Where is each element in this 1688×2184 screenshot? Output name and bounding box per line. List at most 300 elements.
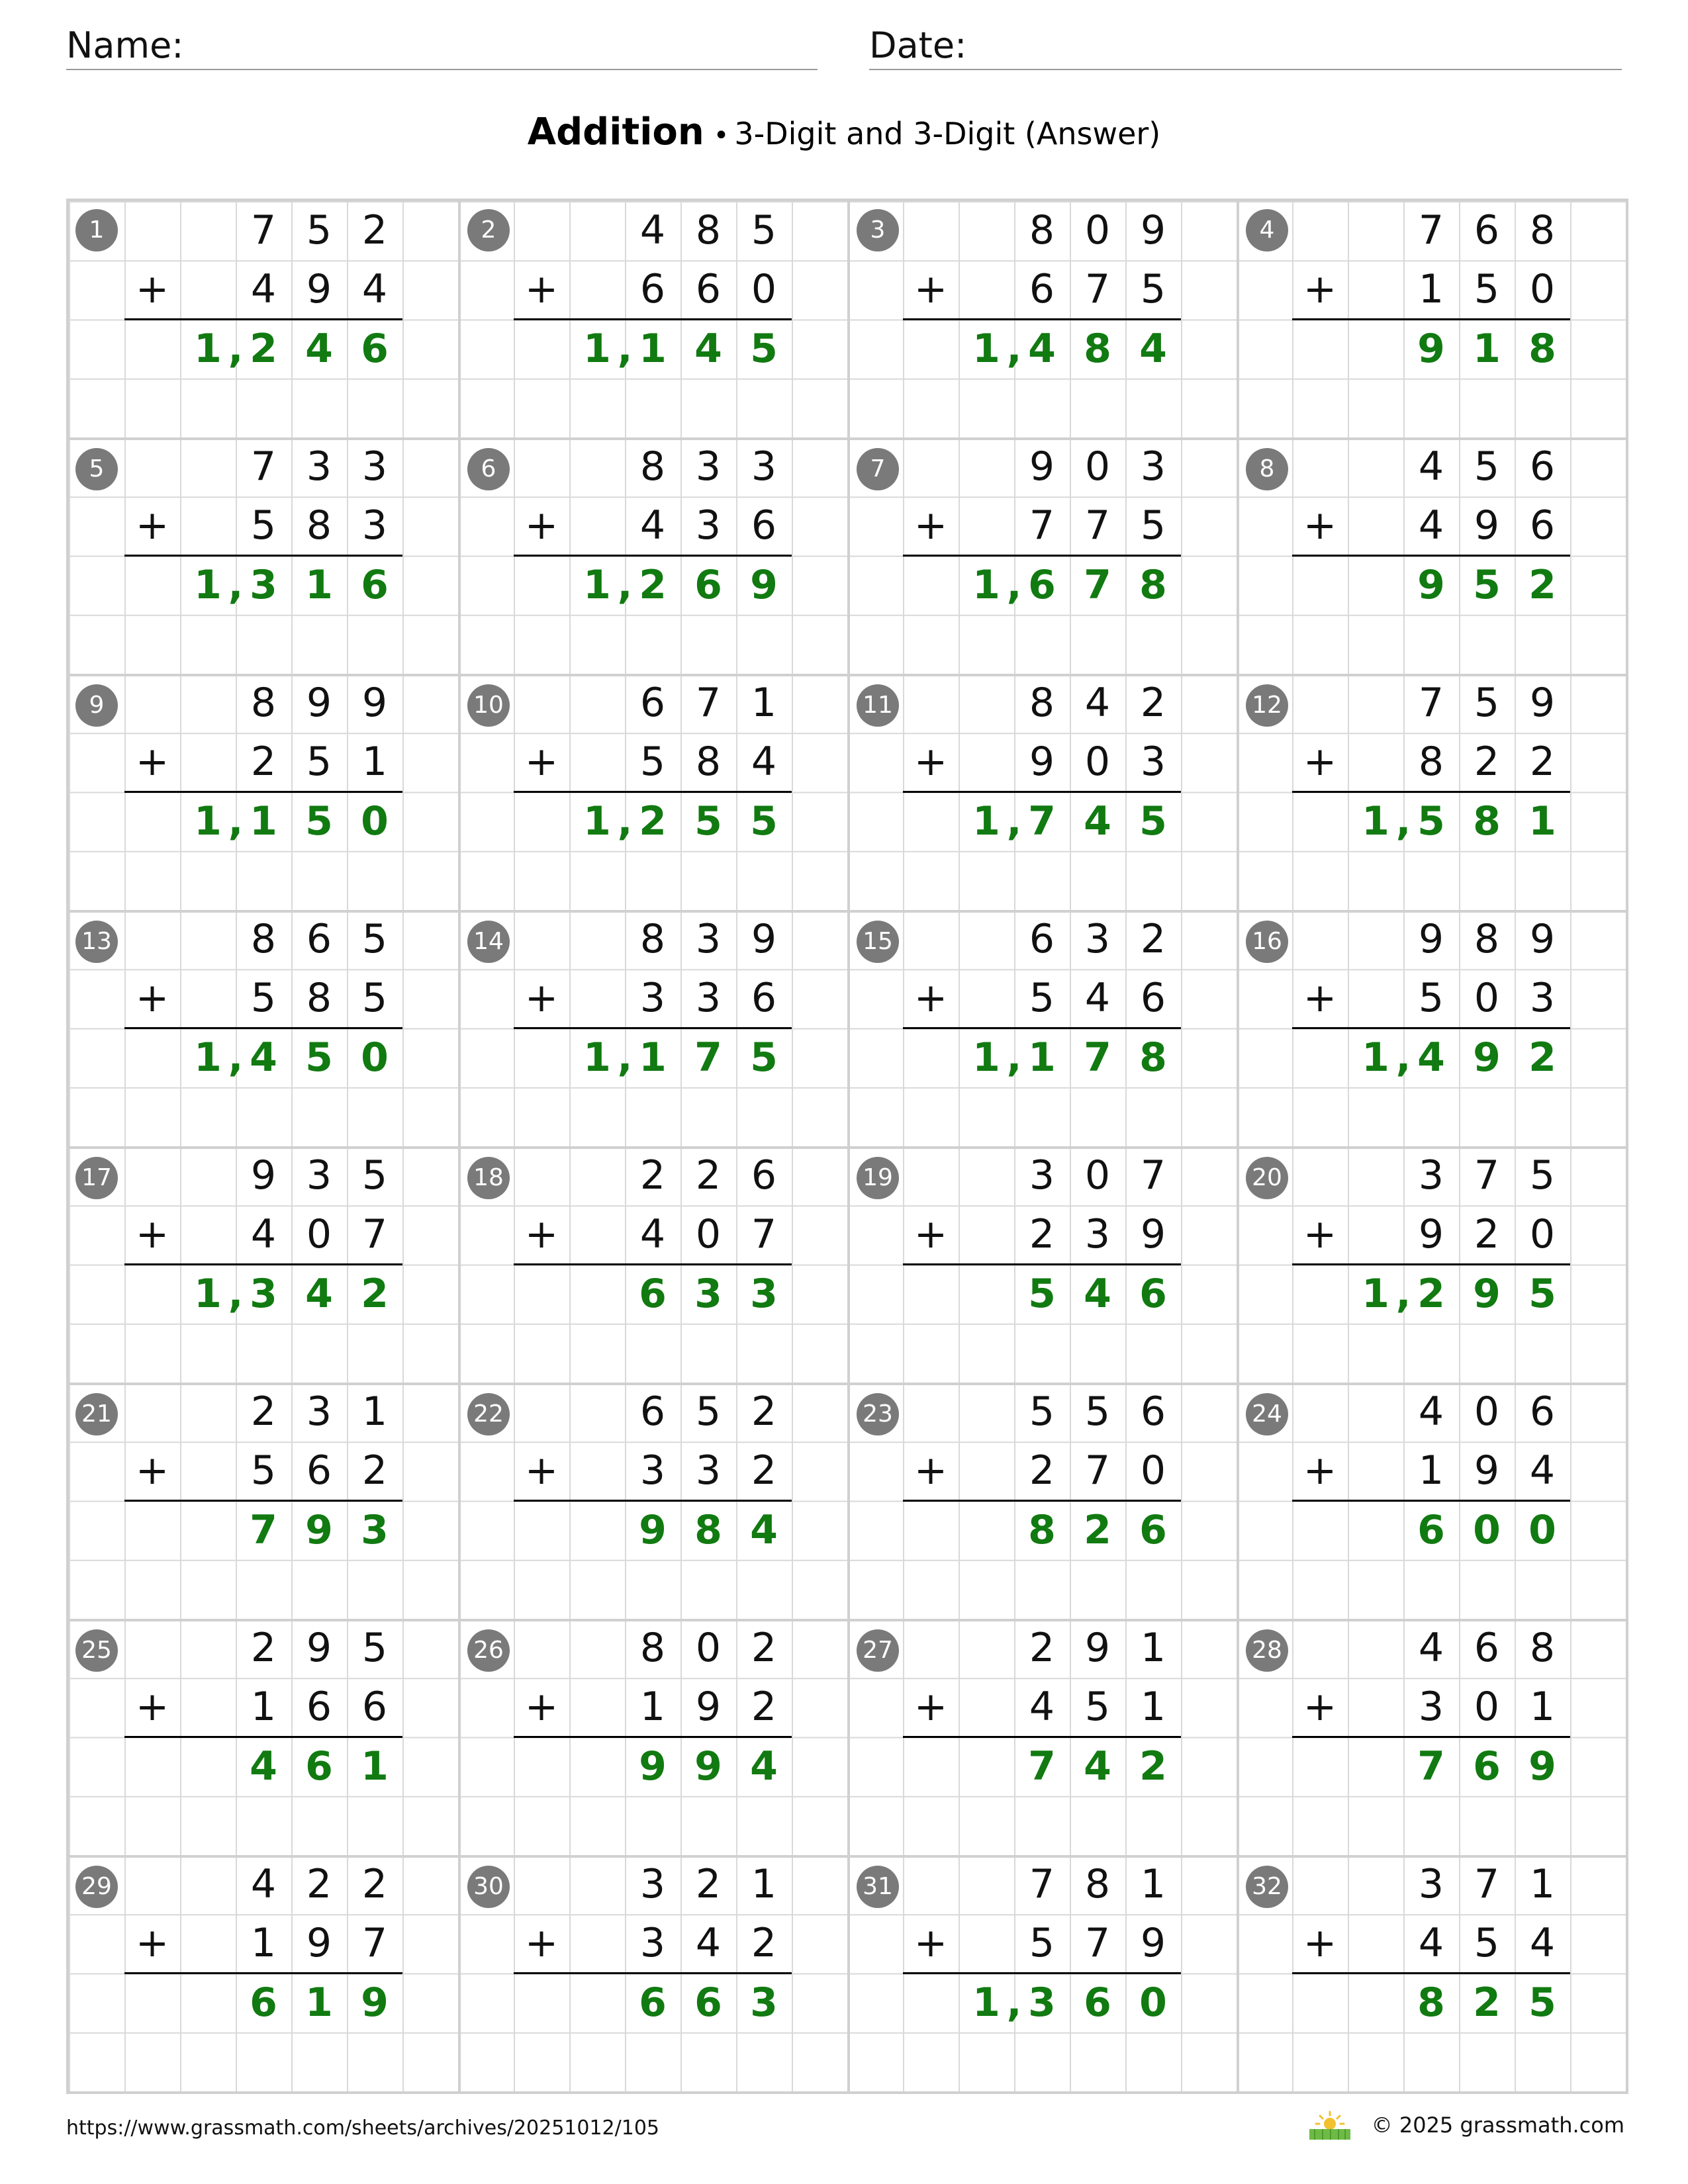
addend-bottom-digit: 4 (1084, 975, 1111, 1022)
answer-digit: 8 (1473, 797, 1501, 844)
addend-bottom-digit: 5 (306, 739, 332, 786)
plus-sign: + (1303, 1920, 1337, 1967)
addend-bottom-digit: 3 (1529, 975, 1556, 1022)
addend-bottom-digit: 8 (1418, 739, 1444, 786)
name-field[interactable] (66, 23, 818, 70)
worksheet-title (0, 106, 1688, 159)
addend-top-digit: 6 (1529, 1388, 1556, 1435)
plus-sign: + (914, 502, 948, 549)
problem-number-badge: 19 (857, 1157, 899, 1199)
addend-top-digit: 9 (1529, 916, 1556, 962)
problem-30 (458, 1855, 847, 2091)
answer-digit: 8 (1139, 561, 1167, 608)
addend-bottom-digit: 3 (1140, 739, 1166, 786)
title-main: Addition (527, 111, 704, 154)
addend-bottom-digit: 1 (1418, 1447, 1444, 1494)
problem-16 (1237, 910, 1626, 1146)
problem-number-badge: 24 (1246, 1393, 1288, 1435)
addend-bottom-digit: 5 (1029, 975, 1055, 1022)
addend-bottom-digit: 5 (250, 1447, 277, 1494)
addend-top-digit: 9 (306, 1625, 332, 1671)
addend-top-digit: 1 (361, 1388, 388, 1435)
footer-url: https://www.grassmath.com/sheets/archives/20251012/105 (66, 2116, 660, 2140)
addend-bottom-digit: 4 (1529, 1447, 1556, 1494)
addend-bottom-digit: 5 (1140, 502, 1166, 549)
addend-bottom-digit: 9 (306, 266, 332, 313)
plus-sign: + (524, 1920, 559, 1967)
addend-top-digit: 7 (250, 443, 277, 490)
answer-comma: , (1006, 1034, 1022, 1081)
addend-bottom-digit: 6 (306, 1684, 332, 1731)
addend-top-digit: 9 (751, 916, 777, 962)
plus-sign: + (914, 1211, 948, 1258)
addend-bottom-digit: 7 (1084, 1447, 1111, 1494)
addend-bottom-digit: 7 (1084, 266, 1111, 313)
addend-top-digit: 2 (751, 1388, 777, 1435)
answer-digit: 4 (750, 1506, 778, 1553)
answer-digit: 0 (361, 1034, 389, 1081)
answer-digit: 8 (1139, 1034, 1167, 1081)
addend-bottom-digit: 3 (361, 502, 388, 549)
addend-top-digit: 3 (361, 443, 388, 490)
problem-8 (1237, 437, 1626, 674)
answer-digit: 1 (972, 325, 1000, 372)
addend-bottom-digit: 2 (751, 1684, 777, 1731)
addend-bottom-digit: 2 (1474, 1211, 1500, 1258)
problem-14 (458, 910, 847, 1146)
answer-digit: 1 (194, 561, 222, 608)
answer-digit: 3 (694, 1270, 722, 1317)
addend-bottom-digit: 6 (695, 266, 722, 313)
answer-comma: , (1006, 561, 1022, 608)
addend-bottom-digit: 6 (751, 502, 777, 549)
addend-top-digit: 6 (306, 916, 332, 962)
answer-digit: 2 (639, 797, 667, 844)
problem-10 (458, 674, 847, 910)
addend-top-digit: 2 (306, 1861, 332, 1907)
answer-comma: , (617, 797, 633, 844)
addend-bottom-digit: 4 (639, 1211, 666, 1258)
answer-digit: 5 (750, 325, 778, 372)
addend-top-digit: 8 (1029, 207, 1055, 253)
answer-digit: 5 (1528, 1979, 1556, 2026)
answer-digit: 5 (694, 797, 722, 844)
problem-number-badge: 31 (857, 1866, 899, 1908)
addend-bottom-digit: 0 (306, 1211, 332, 1258)
answer-digit: 4 (1084, 797, 1111, 844)
problem-17 (69, 1146, 458, 1383)
title-subtitle: 3-Digit and 3-Digit (Answer) (734, 116, 1161, 152)
plus-sign: + (135, 739, 169, 786)
answer-digit: 1 (361, 1743, 389, 1790)
answer-comma: , (617, 325, 633, 372)
addend-top-digit: 6 (1140, 1388, 1166, 1435)
addend-top-digit: 9 (1418, 916, 1444, 962)
addend-top-digit: 2 (751, 1625, 777, 1671)
problem-27 (847, 1619, 1237, 1855)
addend-bottom-digit: 7 (1029, 502, 1055, 549)
addend-top-digit: 8 (639, 916, 666, 962)
addend-bottom-digit: 3 (1084, 1211, 1111, 1258)
addend-top-digit: 0 (1084, 1152, 1111, 1199)
addend-bottom-digit: 6 (306, 1447, 332, 1494)
addend-bottom-digit: 7 (361, 1920, 388, 1967)
answer-digit: 2 (250, 325, 277, 372)
answer-digit: 1 (194, 797, 222, 844)
addend-bottom-digit: 0 (695, 1211, 722, 1258)
plus-sign: + (135, 1211, 169, 1258)
answer-digit: 5 (1528, 1270, 1556, 1317)
addend-top-digit: 5 (751, 207, 777, 253)
problem-25 (69, 1619, 458, 1855)
answer-digit: 2 (639, 561, 667, 608)
addend-top-digit: 6 (639, 680, 666, 726)
addend-bottom-digit: 5 (1474, 266, 1500, 313)
answer-digit: 4 (1084, 1270, 1111, 1317)
answer-digit: 4 (1084, 1743, 1111, 1790)
addend-bottom-digit: 5 (1029, 1920, 1055, 1967)
addend-bottom-digit: 8 (306, 502, 332, 549)
answer-comma: , (617, 1034, 633, 1081)
addend-bottom-digit: 9 (1140, 1211, 1166, 1258)
answer-digit: 9 (639, 1506, 667, 1553)
footer-copyright: © 2025 grassmath.com (1371, 2113, 1624, 2138)
answer-digit: 5 (1473, 561, 1501, 608)
plus-sign: + (135, 266, 169, 313)
addend-top-digit: 2 (1029, 1625, 1055, 1671)
addend-bottom-digit: 1 (1529, 1684, 1556, 1731)
problem-15 (847, 910, 1237, 1146)
addend-top-digit: 9 (306, 680, 332, 726)
problem-22 (458, 1383, 847, 1619)
problem-number-badge: 13 (75, 921, 118, 963)
problem-12 (1237, 674, 1626, 910)
plus-sign: + (1303, 502, 1337, 549)
addend-top-digit: 6 (751, 1152, 777, 1199)
answer-digit: 1 (1362, 1270, 1389, 1317)
addend-bottom-digit: 9 (306, 1920, 332, 1967)
problem-number-badge: 12 (1246, 684, 1288, 727)
answer-digit: 3 (750, 1270, 778, 1317)
addend-top-digit: 5 (1474, 443, 1500, 490)
addend-top-digit: 9 (1084, 1625, 1111, 1671)
problem-number-badge: 26 (467, 1629, 510, 1672)
addend-top-digit: 9 (1529, 680, 1556, 726)
addend-top-digit: 5 (361, 916, 388, 962)
answer-comma: , (228, 561, 244, 608)
addend-bottom-digit: 5 (361, 975, 388, 1022)
addend-top-digit: 3 (306, 1388, 332, 1435)
addend-top-digit: 3 (1140, 443, 1166, 490)
addend-top-digit: 8 (250, 680, 277, 726)
problem-24 (1237, 1383, 1626, 1619)
addend-top-digit: 2 (695, 1861, 722, 1907)
problem-20 (1237, 1146, 1626, 1383)
answer-digit: 5 (305, 797, 333, 844)
addend-top-digit: 9 (1140, 207, 1166, 253)
problem-number-badge: 29 (75, 1866, 118, 1908)
answer-digit: 3 (1028, 1979, 1056, 2026)
addend-bottom-digit: 0 (751, 266, 777, 313)
plus-sign: + (1303, 1447, 1337, 1494)
answer-digit: 2 (1473, 1979, 1501, 2026)
addend-bottom-digit: 3 (695, 975, 722, 1022)
problem-number-badge: 23 (857, 1393, 899, 1435)
problem-19 (847, 1146, 1237, 1383)
answer-digit: 8 (1528, 325, 1556, 372)
problem-number-badge: 21 (75, 1393, 118, 1435)
answer-digit: 2 (1417, 1270, 1445, 1317)
answer-digit: 8 (1417, 1979, 1445, 2026)
answer-digit: 5 (1139, 797, 1167, 844)
plus-sign: + (914, 1447, 948, 1494)
answer-digit: 0 (361, 797, 389, 844)
addend-top-digit: 8 (695, 207, 722, 253)
addend-top-digit: 1 (1529, 1861, 1556, 1907)
problem-number-badge: 25 (75, 1629, 118, 1672)
plus-sign: + (524, 975, 559, 1022)
problem-number-badge: 30 (467, 1866, 510, 1908)
addend-top-digit: 2 (639, 1152, 666, 1199)
addend-bottom-digit: 0 (1474, 1684, 1500, 1731)
answer-digit: 0 (1139, 1979, 1167, 2026)
addend-top-digit: 0 (1474, 1388, 1500, 1435)
answer-digit: 9 (750, 561, 778, 608)
addend-bottom-digit: 3 (639, 1447, 666, 1494)
sun-over-grass-icon (1307, 2109, 1353, 2141)
answer-digit: 1 (194, 325, 222, 372)
answer-digit: 1 (305, 561, 333, 608)
problem-number-badge: 14 (467, 921, 510, 963)
plus-sign: + (1303, 266, 1337, 313)
addend-top-digit: 0 (1084, 443, 1111, 490)
addend-bottom-digit: 9 (1140, 1920, 1166, 1967)
answer-digit: 7 (1028, 1743, 1056, 1790)
addend-top-digit: 2 (361, 1861, 388, 1907)
answer-comma: , (228, 1270, 244, 1317)
addend-bottom-digit: 2 (751, 1920, 777, 1967)
addend-top-digit: 5 (1029, 1388, 1055, 1435)
addend-bottom-digit: 3 (639, 975, 666, 1022)
answer-digit: 9 (1473, 1270, 1501, 1317)
addend-top-digit: 3 (751, 443, 777, 490)
addend-top-digit: 3 (1418, 1152, 1444, 1199)
plus-sign: + (135, 1447, 169, 1494)
answer-digit: 6 (361, 325, 389, 372)
addend-top-digit: 2 (250, 1625, 277, 1671)
answer-digit: 2 (1084, 1506, 1111, 1553)
problem-number-badge: 5 (75, 448, 118, 490)
addend-top-digit: 7 (1474, 1861, 1500, 1907)
addend-bottom-digit: 4 (361, 266, 388, 313)
answer-digit: 1 (1362, 1034, 1389, 1081)
answer-digit: 1 (583, 1034, 611, 1081)
answer-digit: 6 (639, 1270, 667, 1317)
addend-top-digit: 8 (1529, 207, 1556, 253)
answer-digit: 3 (361, 1506, 389, 1553)
problem-number-badge: 28 (1246, 1629, 1288, 1672)
addend-bottom-digit: 0 (1529, 266, 1556, 313)
answer-comma: , (228, 797, 244, 844)
addend-bottom-digit: 1 (1140, 1684, 1166, 1731)
addend-top-digit: 3 (306, 443, 332, 490)
addend-bottom-digit: 7 (1084, 502, 1111, 549)
addend-bottom-digit: 5 (1140, 266, 1166, 313)
answer-comma: , (1395, 1270, 1411, 1317)
addend-top-digit: 7 (1474, 1152, 1500, 1199)
addend-top-digit: 8 (250, 916, 277, 962)
plus-sign: + (135, 502, 169, 549)
addend-top-digit: 6 (639, 1388, 666, 1435)
answer-digit: 1 (639, 325, 667, 372)
answer-comma: , (617, 561, 633, 608)
addend-top-digit: 7 (250, 207, 277, 253)
addend-top-digit: 3 (695, 916, 722, 962)
addend-bottom-digit: 1 (361, 739, 388, 786)
addend-bottom-digit: 6 (751, 975, 777, 1022)
plus-sign: + (1303, 1211, 1337, 1258)
addend-bottom-digit: 4 (1029, 1684, 1055, 1731)
answer-digit: 9 (694, 1743, 722, 1790)
answer-digit: 1 (194, 1270, 222, 1317)
addend-top-digit: 1 (751, 680, 777, 726)
addend-bottom-digit: 9 (1474, 1447, 1500, 1494)
answer-digit: 1 (972, 1979, 1000, 2026)
problem-31 (847, 1855, 1237, 2091)
addend-top-digit: 7 (1140, 1152, 1166, 1199)
problem-3 (847, 201, 1237, 437)
problem-number-badge: 27 (857, 1629, 899, 1672)
plus-sign: + (914, 975, 948, 1022)
problem-number-badge: 16 (1246, 921, 1288, 963)
addend-top-digit: 4 (639, 207, 666, 253)
problem-32 (1237, 1855, 1626, 2091)
plus-sign: + (1303, 739, 1337, 786)
answer-digit: 1 (972, 1034, 1000, 1081)
problem-13 (69, 910, 458, 1146)
addend-bottom-digit: 7 (1084, 1920, 1111, 1967)
answer-digit: 6 (1028, 561, 1056, 608)
answer-digit: 7 (1028, 797, 1056, 844)
addend-bottom-digit: 7 (751, 1211, 777, 1258)
addend-bottom-digit: 9 (1029, 739, 1055, 786)
addend-bottom-digit: 9 (1418, 1211, 1444, 1258)
answer-comma: , (1006, 1979, 1022, 2026)
answer-digit: 5 (1028, 1270, 1056, 1317)
problem-number-badge: 17 (75, 1157, 118, 1199)
addend-bottom-digit: 2 (751, 1447, 777, 1494)
addend-bottom-digit: 9 (695, 1684, 722, 1731)
answer-digit: 6 (361, 561, 389, 608)
plus-sign: + (135, 975, 169, 1022)
problem-28 (1237, 1619, 1626, 1855)
answer-digit: 4 (250, 1743, 277, 1790)
date-label: Date: (869, 24, 967, 66)
answer-digit: 7 (1417, 1743, 1445, 1790)
answer-digit: 1 (1362, 797, 1389, 844)
plus-sign: + (524, 1447, 559, 1494)
problem-number-badge: 15 (857, 921, 899, 963)
addend-bottom-digit: 4 (751, 739, 777, 786)
answer-digit: 1 (1028, 1034, 1056, 1081)
answer-digit: 4 (1139, 325, 1167, 372)
addend-top-digit: 2 (361, 207, 388, 253)
answer-digit: 1 (972, 561, 1000, 608)
date-field[interactable] (869, 23, 1622, 70)
addend-bottom-digit: 4 (1418, 502, 1444, 549)
addend-top-digit: 0 (1084, 207, 1111, 253)
addend-bottom-digit: 2 (1029, 1447, 1055, 1494)
addend-top-digit: 5 (1529, 1152, 1556, 1199)
answer-digit: 3 (250, 1270, 277, 1317)
addend-top-digit: 5 (306, 207, 332, 253)
problem-number-badge: 22 (467, 1393, 510, 1435)
problem-number-badge: 32 (1246, 1866, 1288, 1908)
addend-bottom-digit: 9 (1474, 502, 1500, 549)
answer-digit: 1 (194, 1034, 222, 1081)
answer-comma: , (228, 325, 244, 372)
problem-7 (847, 437, 1237, 674)
answer-comma: , (1395, 797, 1411, 844)
answer-digit: 2 (1139, 1743, 1167, 1790)
addend-bottom-digit: 3 (695, 1447, 722, 1494)
addend-top-digit: 8 (1529, 1625, 1556, 1671)
problem-number-badge: 8 (1246, 448, 1288, 490)
addend-bottom-digit: 1 (250, 1684, 277, 1731)
addend-top-digit: 8 (639, 443, 666, 490)
addend-bottom-digit: 5 (250, 975, 277, 1022)
problem-number-badge: 7 (857, 448, 899, 490)
problem-number-badge: 3 (857, 209, 899, 251)
addend-top-digit: 3 (695, 443, 722, 490)
answer-digit: 6 (694, 561, 722, 608)
problem-9 (69, 674, 458, 910)
addend-bottom-digit: 6 (1140, 975, 1166, 1022)
addend-bottom-digit: 2 (1529, 739, 1556, 786)
answer-digit: 9 (1528, 1743, 1556, 1790)
addend-bottom-digit: 2 (1029, 1211, 1055, 1258)
addend-top-digit: 5 (1474, 680, 1500, 726)
addend-top-digit: 8 (639, 1625, 666, 1671)
addend-bottom-digit: 3 (639, 1920, 666, 1967)
answer-digit: 6 (1139, 1506, 1167, 1553)
answer-digit: 6 (1473, 1743, 1501, 1790)
answer-digit: 8 (1084, 325, 1111, 372)
answer-digit: 1 (639, 1034, 667, 1081)
plus-sign: + (524, 266, 559, 313)
answer-digit: 3 (250, 561, 277, 608)
answer-digit: 6 (250, 1979, 277, 2026)
addend-bottom-digit: 6 (1529, 502, 1556, 549)
answer-digit: 4 (694, 325, 722, 372)
problem-number-badge: 4 (1246, 209, 1288, 251)
title-bullet: • (713, 120, 729, 151)
answer-digit: 5 (750, 1034, 778, 1081)
problem-1 (69, 201, 458, 437)
addend-top-digit: 2 (1140, 916, 1166, 962)
problem-6 (458, 437, 847, 674)
answer-digit: 5 (750, 797, 778, 844)
addend-bottom-digit: 5 (1084, 1684, 1111, 1731)
answer-digit: 1 (972, 797, 1000, 844)
addend-bottom-digit: 4 (1529, 1920, 1556, 1967)
addend-top-digit: 3 (1029, 1152, 1055, 1199)
problem-number-badge: 1 (75, 209, 118, 251)
addend-bottom-digit: 8 (695, 739, 722, 786)
addend-top-digit: 0 (695, 1625, 722, 1671)
addend-top-digit: 7 (695, 680, 722, 726)
addend-bottom-digit: 4 (639, 502, 666, 549)
